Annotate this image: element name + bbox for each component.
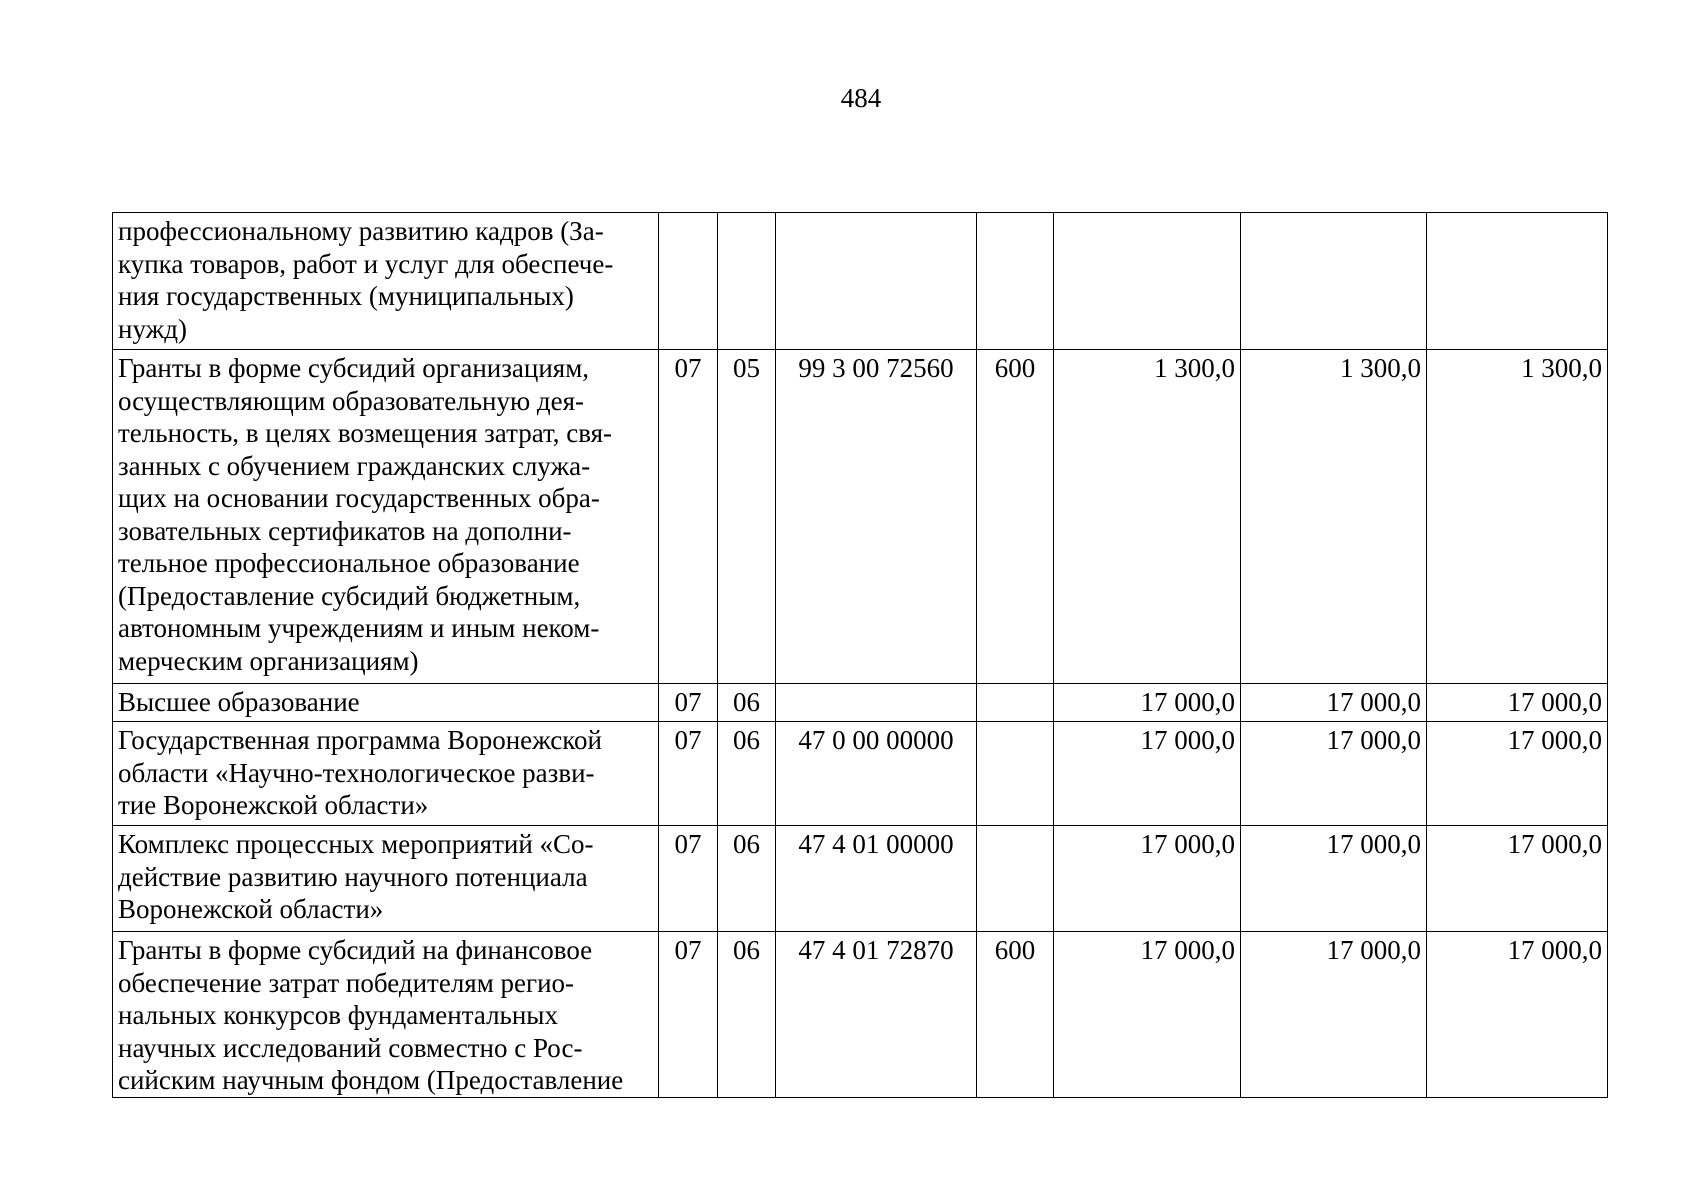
subsection-code-cell: 06 xyxy=(718,722,776,826)
section-code-cell: 07 xyxy=(659,350,718,684)
expense-type-cell: 600 xyxy=(977,350,1054,684)
page-number: 484 xyxy=(840,83,882,113)
amount-year3-cell: 17 000,0 xyxy=(1427,684,1608,722)
amount-year2-cell: 17 000,0 xyxy=(1241,722,1427,826)
subsection-code-cell: 06 xyxy=(718,826,776,932)
amount-year2-cell: 17 000,0 xyxy=(1241,826,1427,932)
target-article-cell: 99 3 00 72560 xyxy=(776,350,977,684)
row-name-cell: Гранты в форме субсидий организациям, осуществляющим образовательную дея- тельность, в целях возмещения затрат, свя- занных с обучением гражданских служа- щих на основании государственных обра- зовательных сертификатов на дополни- тельное профессиональное образование (Предоставление субсидий бюджетным, автономным учреждениям и иным неком- мерческим организациям) xyxy=(113,350,659,684)
table-row xyxy=(113,932,1608,1098)
expense-type-cell: 600 xyxy=(977,932,1054,1098)
amount-year1-cell: 1 300,0 xyxy=(1054,350,1241,684)
section-code-cell xyxy=(659,213,718,350)
row-name-cell: Государственная программа Воронежской области «Научно-технологическое разви- тие Воронежской области» xyxy=(113,722,659,826)
table-row xyxy=(113,350,1608,684)
table-row xyxy=(113,684,1608,722)
target-article-cell: 47 4 01 00000 xyxy=(776,826,977,932)
amount-year3-cell xyxy=(1427,213,1608,350)
amount-year3-cell: 17 000,0 xyxy=(1427,932,1608,1098)
subsection-code-cell: 05 xyxy=(718,350,776,684)
row-name-cell: профессиональному развитию кадров (За- купка товаров, работ и услуг для обеспече- ния государственных (муниципальных) нужд) xyxy=(113,213,659,350)
amount-year2-cell xyxy=(1241,213,1427,350)
section-code-cell: 07 xyxy=(659,722,718,826)
row-name-cell: Комплекс процессных мероприятий «Со- действие развитию научного потенциала Воронежской области» xyxy=(113,826,659,932)
amount-year1-cell: 17 000,0 xyxy=(1054,932,1241,1098)
amount-year1-cell: 17 000,0 xyxy=(1054,722,1241,826)
amount-year1-cell: 17 000,0 xyxy=(1054,684,1241,722)
amount-year3-cell: 17 000,0 xyxy=(1427,826,1608,932)
target-article-cell: 47 4 01 72870 xyxy=(776,932,977,1098)
target-article-cell: 47 0 00 00000 xyxy=(776,722,977,826)
row-name-cell: Высшее образование xyxy=(113,684,659,722)
amount-year3-cell: 17 000,0 xyxy=(1427,722,1608,826)
subsection-code-cell xyxy=(718,213,776,350)
subsection-code-cell: 06 xyxy=(718,932,776,1098)
amount-year1-cell xyxy=(1054,213,1241,350)
subsection-code-cell: 06 xyxy=(718,684,776,722)
amount-year2-cell: 17 000,0 xyxy=(1241,932,1427,1098)
expense-type-cell xyxy=(977,826,1054,932)
expense-type-cell xyxy=(977,722,1054,826)
table-row xyxy=(113,826,1608,932)
row-name-cell: Гранты в форме субсидий на финансовое обеспечение затрат победителям регио- нальных конкурсов фундаментальных научных исследований совместно с Рос- сийским научным фондом (Предоставление xyxy=(113,932,659,1098)
budget-table xyxy=(112,212,1608,1098)
expense-type-cell xyxy=(977,213,1054,350)
target-article-cell xyxy=(776,684,977,722)
expense-type-cell xyxy=(977,684,1054,722)
table-row xyxy=(113,213,1608,350)
amount-year3-cell: 1 300,0 xyxy=(1427,350,1608,684)
amount-year1-cell: 17 000,0 xyxy=(1054,826,1241,932)
table-row xyxy=(113,722,1608,826)
target-article-cell xyxy=(776,213,977,350)
amount-year2-cell: 17 000,0 xyxy=(1241,684,1427,722)
amount-year2-cell: 1 300,0 xyxy=(1241,350,1427,684)
section-code-cell: 07 xyxy=(659,684,718,722)
section-code-cell: 07 xyxy=(659,932,718,1098)
section-code-cell: 07 xyxy=(659,826,718,932)
